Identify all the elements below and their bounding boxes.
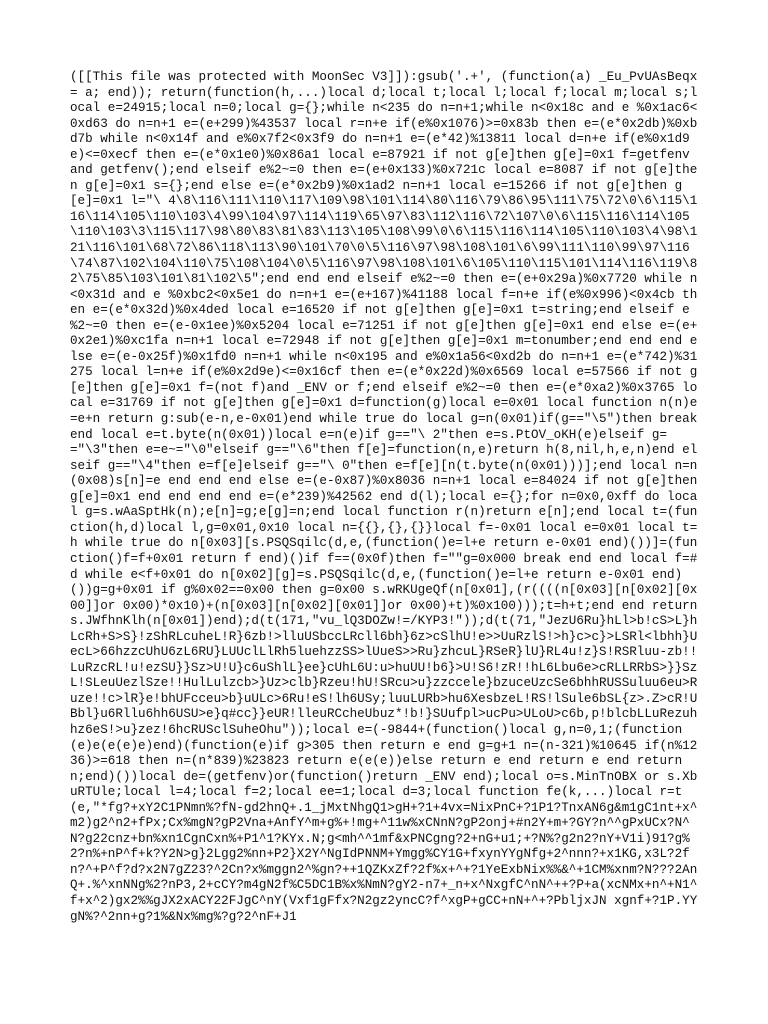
obfuscated-lua-code: ([[This file was protected with MoonSec V3]]):gsub('.+', (function(a) _Eu_PvUAsBeqx = a; end)); return(function(h,...)local d;local t;local l;local f;local m;local s;local e=24915;local n=0;local g={};while n<235 do n=n+1;while n<0x18c and e %0x1ac6<0xd63 do n=n+1 e=(e+299)%43537 local r=n+e if(e%0x1076)>=0x83b then e=(e*0x2db)%0xbd7b while n<0x14f and e%0x7f2<0x3f9 do n=n+1 e=(e*42)%13811 local d=n+e if(e%0x1d9e)<=0xecf then e=(e*0x1e0)%0x86a1 local e=87921 if not g[e]then g[e]=0x1 f=getfenv and getfenv();end elseif e%2~=0 then e=(e+0x133)%0x721c local e=8087 if not g[e]then g[e]=0x1 s={};end else e=(e*0x2b9)%0x1ad2 n=n+1 local e=15266 if not g[e]then g[e]=0x1 l="\ 4\8\116\111\110\117\109\98\101\114\80\116\79\86\95\111\75\72\0\6\115\116\114\105\110\103\4\99\104\97\114\119\65\97\83\112\116\72\107\0\6\115\116\114\105\110\103\3\115\117\98\80\83\81\83\113\105\108\99\0\6\115\116\114\105\110\103\4\98\121\116\101\68\72\86\118\113\90\101\70\0\5\116\97\98\108\101\6\99\111\110\99\97\116\74\87\102\104\110\75\108\104\0\5\116\97\98\108\101\6\105\110\115\101\114\116\119\82\75\85\103\101\81\102\5";end end end elseif e%2~=0 then e=(e+0x29a)%0x7720 while n<0x31d and e %0xbc2<0x5e1 do n=n+1 e=(e+167)%41188 local f=n+e if(e%0x996)<0x4cb then e=(e*0x32d)%0x4ded local e=16520 if not g[e]then g[e]=0x1 t=string;end elseif e %2~=0 then e=(e-0x1ee)%0x5204 local e=71251 if not g[e]then g[e]=0x1 end else e=(e+0x2e1)%0xc1fa n=n+1 local e=72948 if not g[e]then g[e]=0x1 m=tonumber;end end end else e=(e-0x25f)%0x1fd0 n=n+1 while n<0x195 and e%0x1a56<0xd2b do n=n+1 e=(e*742)%31275 local l=n+e if(e%0x2d9e)<=0x16cf then e=(e*0x22d)%0x6569 local e=57566 if not g[e]then g[e]=0x1 f=(not f)and _ENV or f;end elseif e%2~=0 then e=(e*0xa2)%0x3765 local e=31769 if not g[e]then g[e]=0x1 d=function(g)local e=0x01 local function n(n)e=e+n return g:sub(e-n,e-0x01)end while true do local g=n(0x01)if(g=="\5")then break end local e=t.byte(n(0x01))local e=n(e)if g=="\ 2"then e=s.PtOV_oKH(e)elseif g=="\3"then e=e~="\0"elseif g=="\6"then f[e]=function(n,e)return h(8,nil,h,e,n)end elseif g=="\4"then e=f[e]elseif g=="\ 0"then e=f[e][n(t.byte(n(0x01)))];end local n=n(0x08)s[n]=e end end end else e=(e-0x87)%0x8036 n=n+1 local e=84024 if not g[e]then g[e]=0x1 end end end end e=(e*239)%42562 end d(l);local e={};for n=0x0,0xff do local g=s.wAaSptHk(n);e[n]=g;e[g]=n;end local function r(n)return e[n];end local t=(function(h,d)local l,g=0x01,0x10 local n={{},{},{}}local f=-0x01 local e=0x01 local t=h while true do n[0x03][s.PSQSqilc(d,e,(function()e=l+e return e-0x01 end)())]=(function()f=f+0x01 return f end)()if f==(0x0f)then f=""g=0x000 break end end local f=#d while e<f+0x01 do n[0x02][g]=s.PSQSqilc(d,e,(function()e=l+e return e-0x01 end)())g=g+0x01 if g%0x02==0x00 then g=0x00 s.wRKUgeQf(n[0x01],(r((((n[0x03][n[0x02][0x00]]or 0x00)*0x10)+(n[0x03][n[0x02][0x01]]or 0x00)+t)%0x100)));t=h+t;end end return s.JWfhnKlh(n[0x01])end);d(t(171,"vu_lQ3DOZw!=/KYP3!"));d(t(71,"JezU6Ru}hLl>b!cS>L}hLcRh+S>S}!zShRLcuheL!R}6zb!>lluUSbccLRcll6bh}6z>cSlhU!e>>UuRzlS!>h}c>c}>LSRl<lbhh}UecL>66hzzcUhU6zL6RU}LUUclLlRh5luehzzSS>lUueS>>Ru}zhcuL}RSeR}lU}RL4u!z}S!RSRluu-zb!!LuRzcRL!u!ezSU}}Sz>U!U}c6uShlL}ee}cUhL6U:u>huUU!b6}>U!S6!zR!!hL6Lbu6e>cRLLRRbS>}}SzL!SLeuUezlSze!!HulLulzcb>}Uz>clb}Rzeu!hU!SRcu>u}zzccele}bzuceUzcSe6bhhRUSSuluu6eu>Ruze!!c>lR}e!bhUFcceu>b}uULc>6Ru!eS!lh6USy;luuLURb>hu6XesbzeL!RS!lSule6bSL{z>.Z>cR!UBbl}u6Rllu6hh6USU>e}q#cc}}eUR!lleuRCcheUbuz*!b!}SUufpl>ucPu>ULoU>c6b,p!blcbLLuRezuhhz6eS!>u}zez!6hcRUSclSuheOhu"));local e=(-9844+(function()local g,n=0,1;(function(e)e(e(e)e)end)(function(e)if g>305 then return e end g=g+1 n=(n-321)%10645 if(n%1236)>=618 then n=(n*839)%23823 return e(e(e))else return e end return e end return n;end)())local de=(getfenv)or(function()return _ENV end);local o=s.MinTnOBX or s.XbuRTUle;local l=4;local f=2;local ee=1;local d=3;local function fe(k,...)local r=t(e,"*fg?+xY2C1PNmn%?fN-gd2hnQ+.1_jMxtNhgQ1>gH+?1+4vx=NixPnC+?1P1?TnxAN6g&m1gC1nt+x^m2)g2^n2+fPx;Cx%mgN?gP2Vna+AnfY^m+g%+!mg+^11w%xCNnN?gP2onj+#n2Y+m+?GY?n^^gPxUCx?N^N?g22cnz+bn%xn1CgnCxn%+P1^1?KYx.N;g<mh^^1mf&xPNCgng?2+nG+u1;+?N%?g2n2?nY+V1i)91?g%2?n%+nP^f+k?Y2N>g}2Lgg2%nn+P2}X2Y^NgIdPNNM+Ymgg%CY1G+fxynYYgNfg+2^nnn?+x1KG,x3L?2fn?^+P^f?d?x2N7gZ23?^2Cn?x%mggn2^%gn?++1QZKxZf?2f%x+^+?1YeExbNix%%&^+1CM%xnm?N???2AnQ+.%^xnNNg%2?nP3,2+cCY?m4gN2f%C5DC1B%x%NmN?gY2-n7+_n+x^NxgfC^nN^++?P+a(xcNMx+n^+N1^f+x^2)gx2%%gJX2xACY22FJgC^nY(Vxf1gFfx?N2gz2yncC?f^xgP+gCC+nN+^+?PbljxJN xgnf+?1P.YYgN%?^2nn+g?1%&Nx%mg%?g?2^nF+J1 <box>70 70 705 924</box>
